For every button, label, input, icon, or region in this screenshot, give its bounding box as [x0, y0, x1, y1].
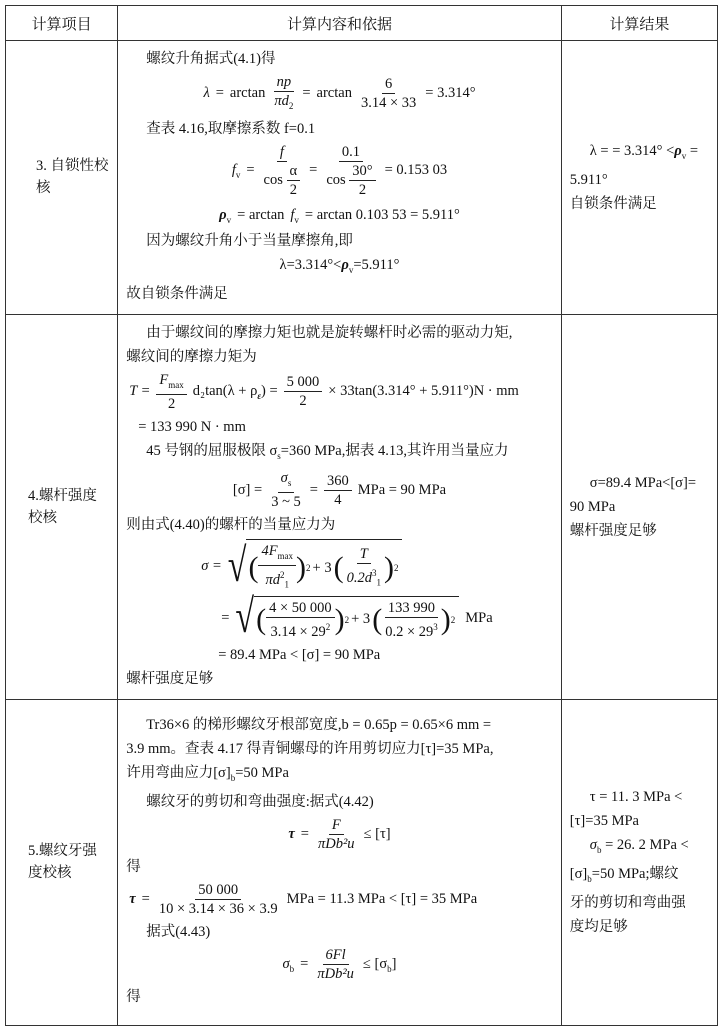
math-token: × 33tan(3.314° + 5.911°)N · mm — [328, 383, 519, 400]
text-line: 螺纹间的摩擦力矩为 — [126, 348, 257, 365]
math-token: max — [277, 551, 294, 562]
math-token: b — [596, 845, 602, 856]
math-token: =5.911° — [353, 256, 400, 273]
math-token: σ — [282, 955, 290, 972]
math-token: 2 — [167, 395, 176, 412]
item-label: 4.螺杆强度校核 — [28, 487, 97, 526]
math-token: πd — [274, 93, 289, 109]
result-cell — [562, 785, 717, 939]
math-token: λ = = 3.314° < — [589, 142, 675, 159]
math-token: 3 — [433, 621, 438, 632]
math-token: = 0.153 03 — [384, 162, 448, 179]
text-line: 螺杆强度足够 — [126, 670, 214, 687]
math-token: b — [587, 874, 592, 885]
math-token: ) = — [261, 382, 278, 399]
text-line: 据式(4.43) — [146, 924, 211, 941]
math-token: = — [300, 956, 309, 973]
math-token: 4F — [261, 543, 278, 560]
math-token: MPa — [465, 609, 493, 626]
math-token: λ=3.314°< — [279, 256, 342, 273]
math-token: 50 000 — [195, 881, 241, 900]
math-token: 30° — [349, 162, 375, 181]
text-line: 螺纹升角据式(4.1)得 — [146, 51, 276, 67]
math-token: =50 MPa;螺纹 — [591, 866, 679, 883]
header-content: 计算内容和依据 — [118, 6, 562, 41]
text-line: 故自锁条件满足 — [126, 285, 228, 302]
math-token: ρ — [341, 256, 349, 273]
formula — [126, 143, 553, 199]
math-token: b — [387, 963, 392, 974]
math-token: 0.2d — [346, 569, 372, 586]
result-cell — [562, 471, 717, 543]
math-token: = — [689, 142, 699, 159]
formula — [126, 816, 553, 853]
math-token: 360 — [324, 472, 352, 491]
math-token: f — [231, 161, 236, 178]
math-token: + 3 — [351, 611, 371, 628]
math-token: 自锁条件满足 — [569, 195, 657, 212]
text-line — [126, 439, 553, 468]
math-token: =360 MPa,据表 4.13,其许用当量应力 — [280, 442, 509, 459]
math-token: v — [226, 214, 232, 225]
math-token: πDb²u — [317, 836, 355, 853]
text-line: 则由式(4.40)的螺杆的当量应力为 — [126, 517, 336, 534]
header-item: 计算项目 — [6, 6, 118, 41]
math-token: = — [309, 162, 318, 179]
math-token: 2 — [344, 614, 350, 625]
math-token: s — [277, 450, 281, 461]
math-token: T = — [129, 383, 151, 400]
math-token: [σ] = — [232, 481, 263, 498]
text-line: 螺纹牙的剪切和弯曲强度:据式(4.42) — [146, 794, 374, 811]
math-token: [σ] — [569, 866, 588, 883]
text-line: Tr36×6 的梯形螺纹牙根部宽度,b = 0.65p = 0.65×6 mm = — [146, 717, 492, 734]
math-token: 2 — [288, 100, 294, 111]
math-token: v — [294, 214, 299, 225]
math-token: ρ — [674, 142, 682, 159]
math-token: MPa = 90 MPa — [357, 481, 447, 498]
math-token: MPa = 11.3 MPa < [τ] = 35 MPa — [286, 891, 478, 908]
math-token: T — [357, 545, 371, 564]
formula: = 89.4 MPa < [σ] = 90 MPa — [218, 646, 381, 663]
math-token: ≤ [τ] — [363, 826, 391, 843]
math-token: 度均足够 — [569, 919, 628, 936]
math-token: = — [300, 826, 309, 843]
text-line — [126, 761, 553, 790]
formula — [126, 469, 553, 511]
calculation-table — [5, 5, 718, 1026]
content-cell — [118, 707, 561, 1017]
math-token: 2 — [358, 181, 367, 198]
math-token: 1 — [376, 577, 381, 588]
math-token: ρ — [219, 206, 227, 223]
math-token: v — [348, 264, 354, 275]
math-token: τ = 11. 3 MPa < — [589, 789, 683, 806]
math-token: v — [235, 169, 241, 180]
math-token: 5 000 — [284, 373, 323, 392]
math-token: 45 号钢的屈服极限 σ — [146, 442, 278, 459]
math-token: 2 — [299, 393, 307, 410]
math-token: np — [274, 73, 295, 92]
math-token: =50 MPa — [235, 765, 289, 782]
math-token: cos — [326, 171, 346, 188]
math-token: 3.14 × 29 — [270, 623, 326, 640]
math-token: = — [309, 481, 318, 498]
text-line: 由于螺纹间的摩擦力矩也就是旋转螺杆时必需的驱动力矩, — [146, 324, 513, 341]
math-token: v — [681, 150, 687, 161]
math-token: 4 — [334, 491, 342, 508]
text-line: 得 — [126, 989, 141, 1006]
content-cell — [118, 315, 561, 699]
math-token: 3 — [371, 567, 377, 578]
math-token: σ=89.4 MPa<[σ]= — [589, 474, 696, 491]
formula — [126, 207, 553, 225]
math-token: 2 — [306, 563, 311, 574]
math-token: 90 MPa — [569, 498, 616, 515]
math-token: 0.1 — [339, 143, 363, 162]
formula — [126, 881, 553, 918]
math-token: τ — [288, 826, 295, 843]
math-token: 2 — [450, 614, 456, 625]
math-token: = 3.314° — [425, 85, 476, 102]
item-label: 5.螺纹牙强度校核 — [28, 843, 97, 882]
item-label: 3. 自锁性校核 — [36, 158, 109, 197]
math-token: 5.911° — [569, 171, 608, 188]
math-token: arctan — [316, 85, 352, 102]
math-token: 3.14 × 33 — [360, 95, 417, 112]
text-line: 查表 4.16,取摩擦系数 f=0.1 — [146, 120, 316, 137]
math-token: σ = — [201, 558, 222, 575]
math-token: πDb²u — [317, 966, 354, 983]
math-token: = 26. 2 MPa < — [605, 837, 689, 854]
formula — [126, 253, 553, 282]
math-token: = — [246, 162, 255, 179]
math-token: cos — [263, 171, 283, 188]
math-token: s — [287, 478, 292, 489]
math-token: σ — [280, 470, 288, 487]
math-token: α — [287, 162, 301, 181]
math-token: 6 — [382, 75, 395, 94]
header-result: 计算结果 — [561, 6, 717, 41]
formula — [126, 73, 553, 115]
math-token: [τ]=35 MPa — [569, 813, 639, 830]
table-row — [6, 41, 718, 315]
result-cell — [562, 139, 717, 216]
math-token: = — [215, 85, 224, 102]
math-token: = — [221, 609, 230, 626]
text-line: 得 — [126, 859, 141, 876]
math-token: 3 ~ 5 — [271, 494, 301, 511]
text-line: 因为螺纹升角小于当量摩擦角,即 — [146, 232, 353, 249]
math-token: ≤ [σ — [362, 955, 388, 972]
math-token: 许用弯曲应力[σ] — [126, 765, 231, 782]
math-token: 2 — [325, 621, 331, 632]
math-token: f — [277, 143, 287, 162]
math-token: 1 — [284, 579, 289, 590]
math-token: 4 × 50 000 — [266, 599, 335, 618]
math-token: = arctan 0.103 53 = 5.911° — [304, 207, 460, 224]
math-token: πd — [265, 572, 280, 589]
math-token: b — [289, 963, 295, 974]
math-token: b — [230, 773, 236, 784]
math-token: = arctan — [237, 207, 285, 224]
math-token: 10 × 3.14 × 36 × 3.9 — [158, 901, 278, 918]
math-token: 6Fl — [323, 946, 349, 965]
formula: = √ ( $\frac{4 \times 50 000}{3.14 \times 29^2}$ ) 2 + 3 ( $\frac{133 990}{0.2 \times 29^3}$ ) 2 MPa — [221, 591, 493, 644]
table-row — [6, 699, 718, 1025]
content-cell — [118, 41, 561, 314]
text-line: 3.9 mm。查表 4.17 得青铜螺母的许用剪切应力[τ]=35 MPa, — [126, 741, 494, 758]
math-token: σ — [589, 837, 597, 854]
math-token: 2 — [289, 181, 297, 198]
header-row — [6, 6, 718, 41]
math-token: F — [329, 816, 344, 835]
math-token: τ — [129, 891, 136, 908]
math-token: arctan — [229, 85, 266, 102]
table-row — [6, 314, 718, 699]
formula — [126, 371, 553, 413]
math-token: F — [159, 371, 169, 388]
math-token: f — [290, 206, 295, 223]
math-token: 0.2 × 29 — [385, 623, 434, 640]
math-token: 牙的剪切和弯曲强 — [569, 895, 686, 912]
formula: σ = √ ( $\frac{4F_{max}}{\pi d^2_1}$ ) 2 + 3 ( $\frac{T}{0.2d^3_1}$ ) 2 — [126, 539, 553, 594]
formula: = 133 990 N · mm — [138, 418, 246, 435]
math-token: ε — [257, 390, 262, 401]
math-token: ] — [391, 955, 397, 972]
formula — [126, 946, 553, 983]
math-token: = — [141, 891, 150, 908]
math-token: 螺杆强度足够 — [569, 522, 657, 539]
math-token: 2 — [280, 570, 285, 581]
math-token: 2 — [393, 563, 399, 574]
math-token: d₂tan(λ + ρ — [192, 382, 258, 399]
math-token: λ — [203, 85, 210, 102]
math-token: + 3 — [312, 559, 332, 576]
math-token: 133 990 — [385, 599, 438, 618]
math-token: = — [302, 85, 311, 102]
math-token: max — [168, 379, 184, 390]
